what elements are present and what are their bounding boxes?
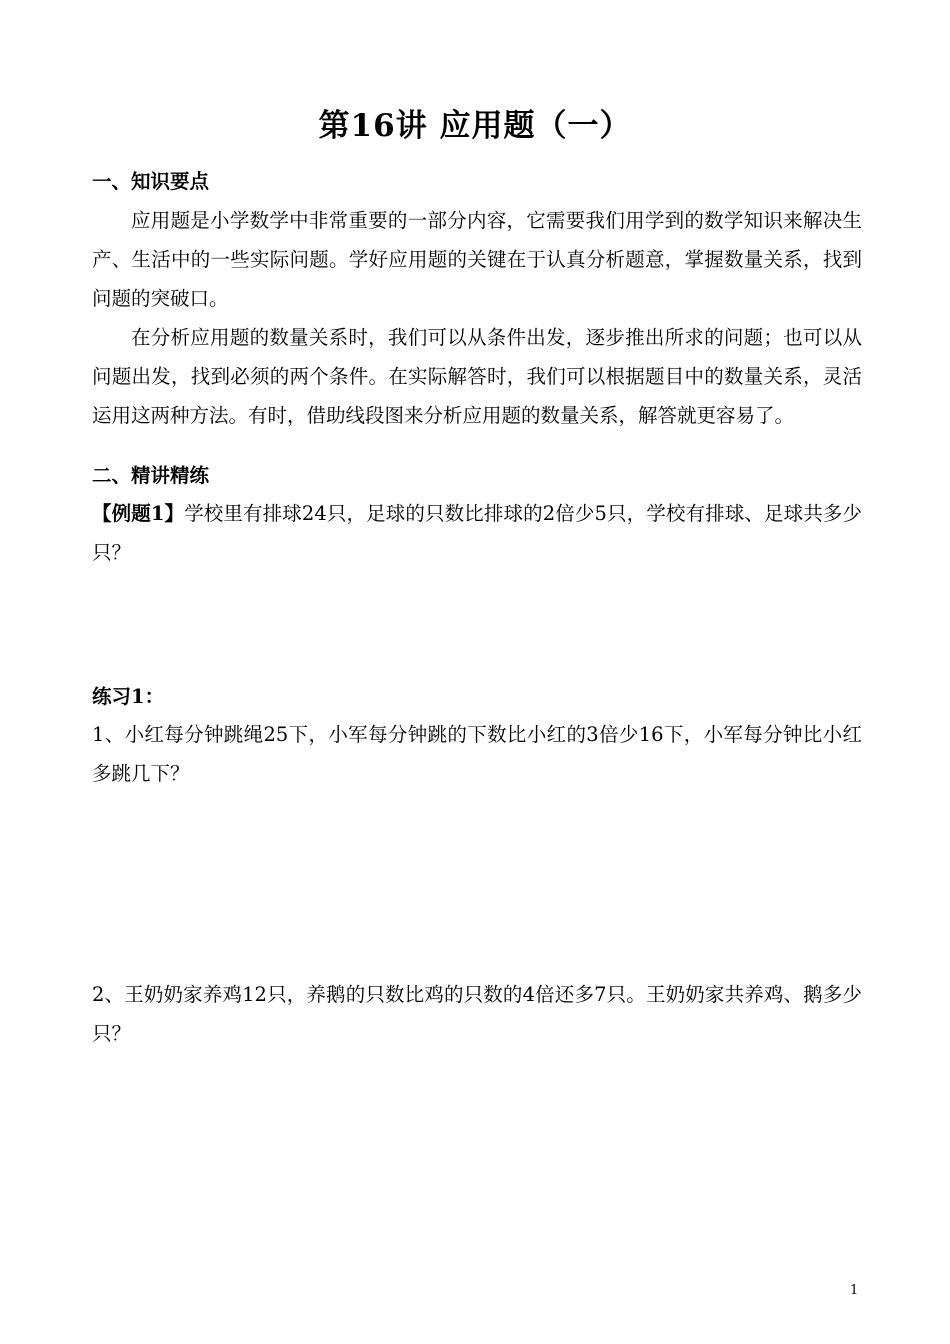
- example-1-text: 学校里有排球24只，足球的只数比排球的2倍少5只，学校有排球、足球共多少只？: [92, 502, 862, 564]
- page-title: 第16讲 应用题（一）: [318, 108, 632, 144]
- example-1-label: 【例题1】: [92, 502, 185, 525]
- example-1: [92, 494, 862, 572]
- paragraph-analysis: 在分析应用题的数量关系时，我们可以从条件出发，逐步推出所求的问题；也可以从问题出发，找到必须的两个条件。在实际解答时，我们可以根据题目中的数量关系，灵活运用这两种方法。有时，借助线段图来分析应用题的数量关系，解答就更容易了。: [92, 326, 862, 427]
- page-number: 1: [850, 1283, 859, 1298]
- practice-1-heading: 练习1：: [92, 685, 165, 708]
- section-heading-knowledge: 一、知识要点: [92, 170, 210, 193]
- practice-1-question-2: 2、王奶奶家养鸡12只，养鹅的只数比鸡的只数的4倍还多7只。王奶奶家共养鸡、鹅多少只？: [92, 983, 862, 1045]
- practice-1-question-1: 1、小红每分钟跳绳25下，小军每分钟跳的下数比小红的3倍少16下，小军每分钟比小红多跳几下？: [92, 723, 862, 785]
- paragraph-intro: 应用题是小学数学中非常重要的一部分内容，它需要我们用学到的数学知识来解决生产、生活中的一些实际问题。学好应用题的关键在于认真分析题意，掌握数量关系，找到问题的突破口。: [92, 209, 862, 310]
- section-heading-practice: 二、精讲精练: [92, 464, 210, 487]
